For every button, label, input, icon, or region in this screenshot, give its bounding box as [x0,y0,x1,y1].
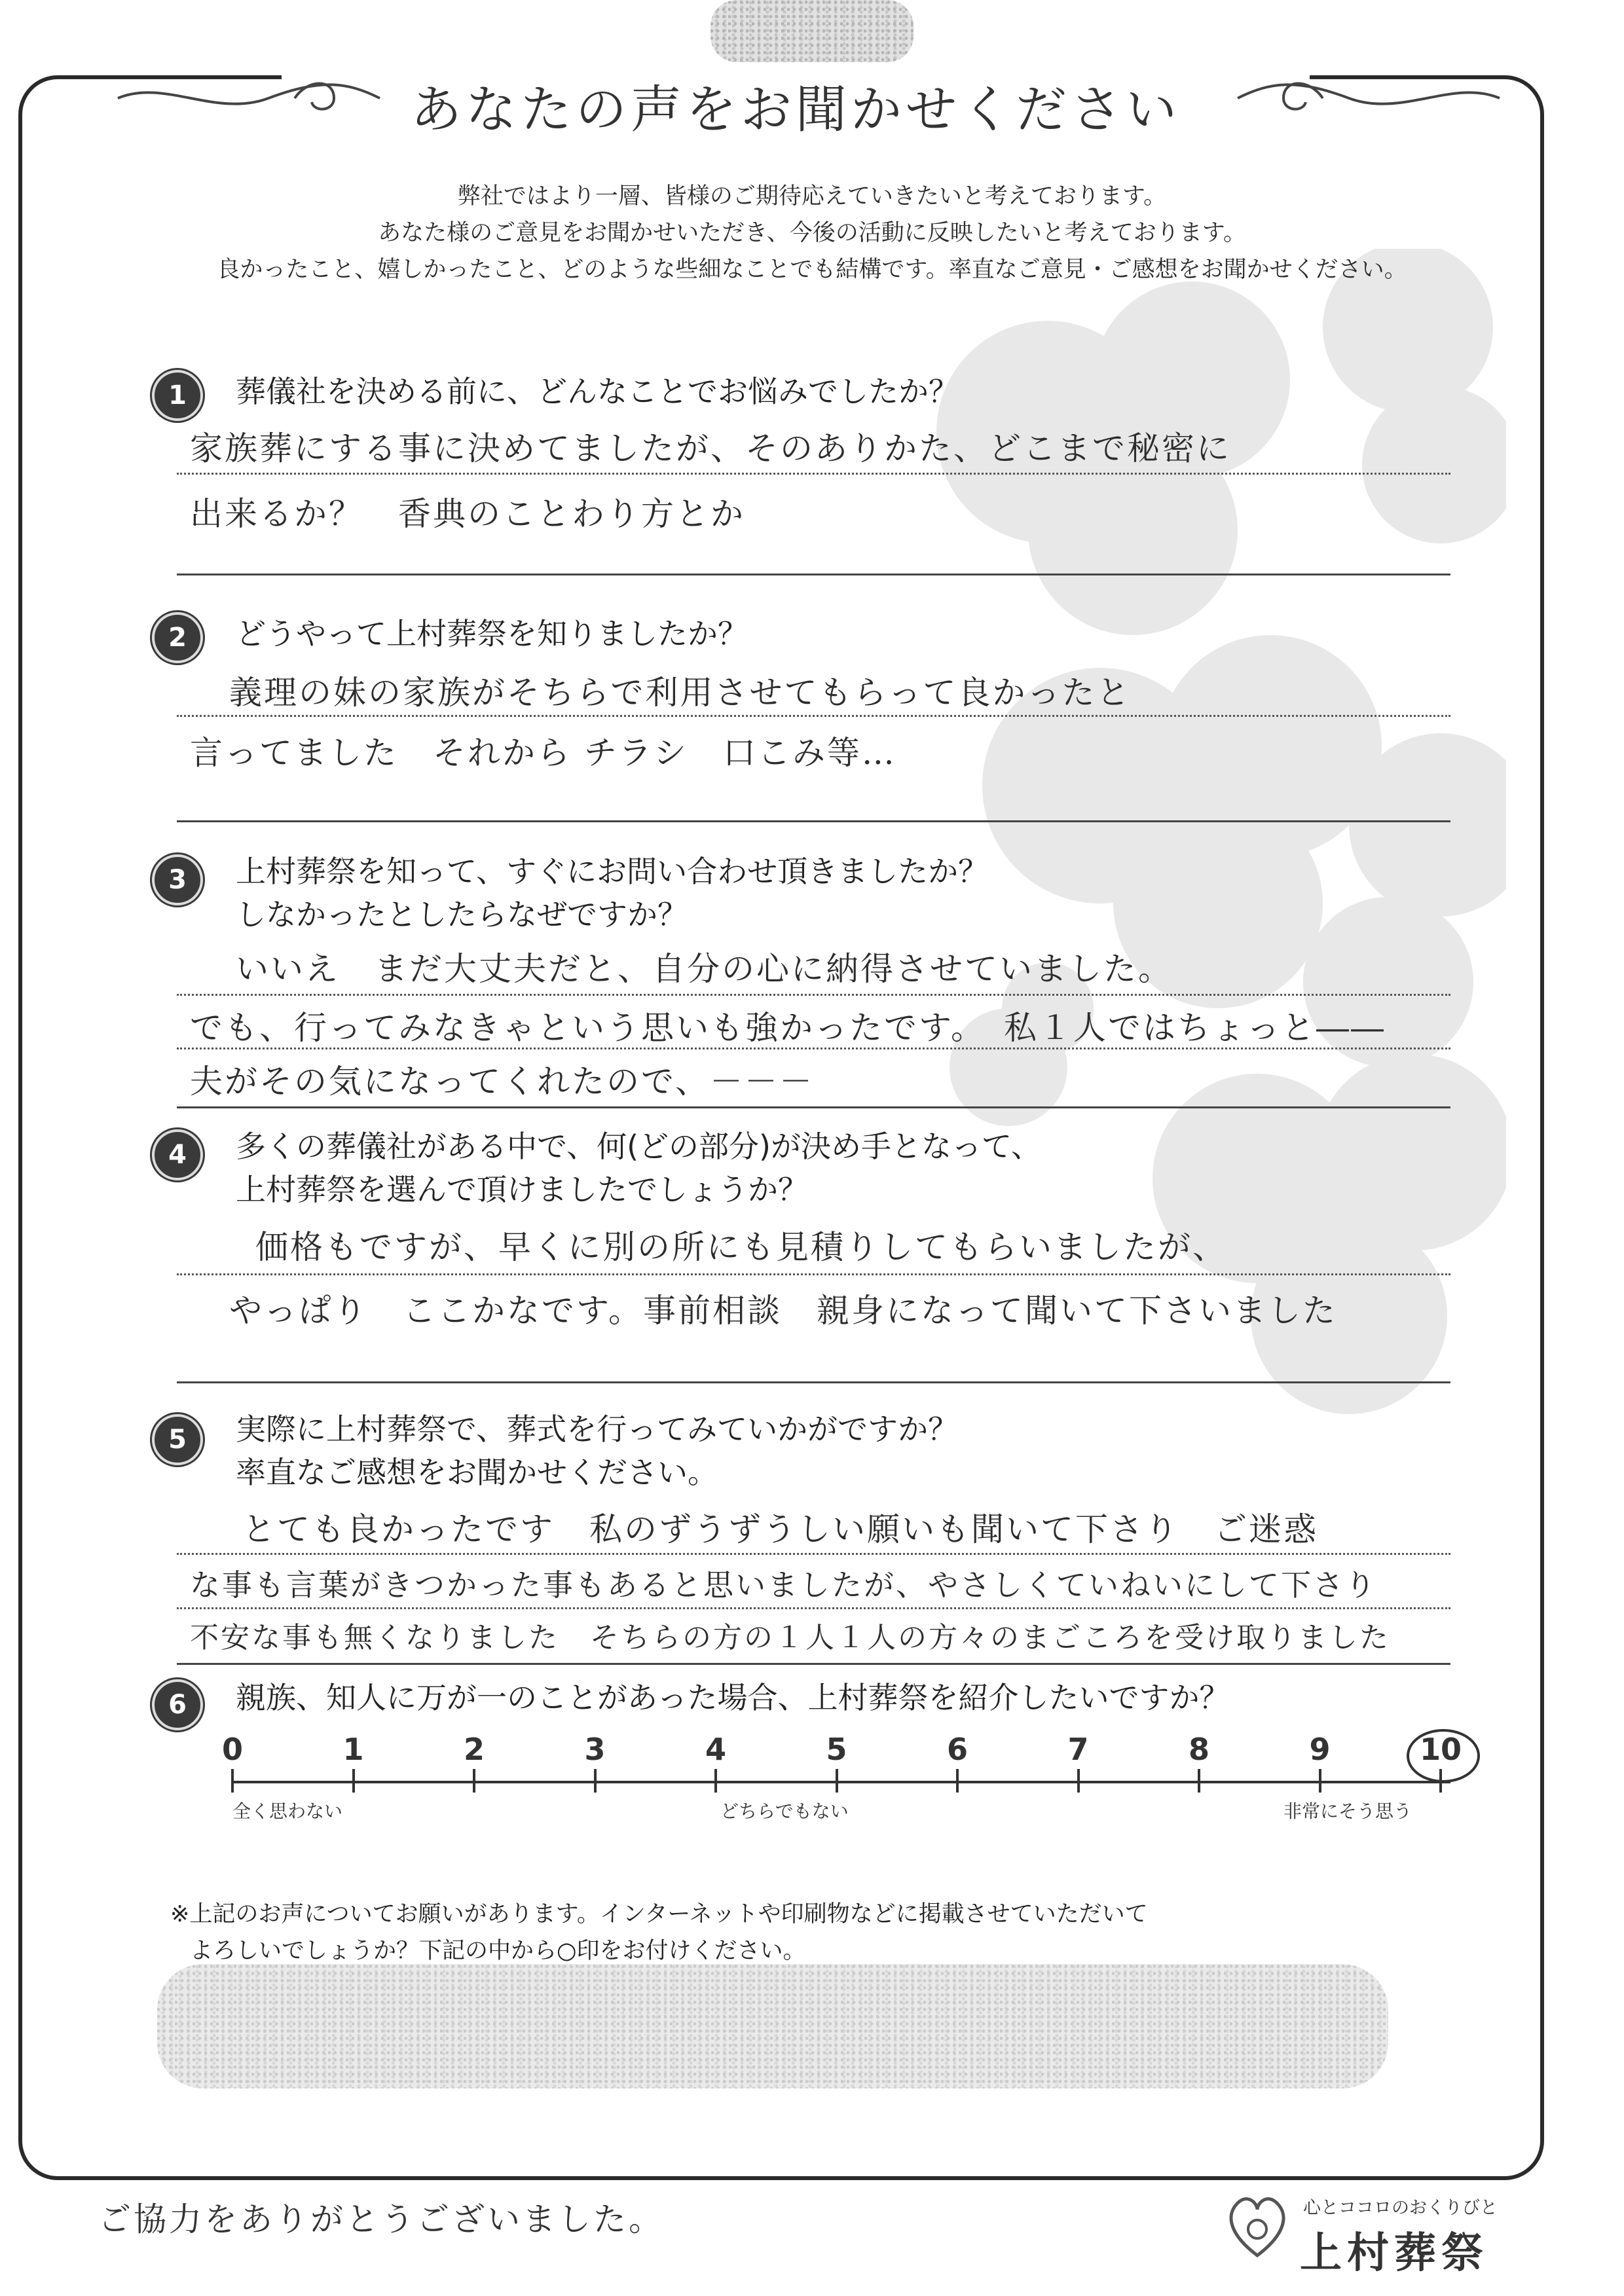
scale-option-10[interactable]: 10 [1419,1732,1462,1767]
decorative-texture-top [710,0,913,62]
scale-tick [1077,1769,1080,1793]
question-6-text: 親族、知人に万が一のことがあった場合、上村葬祭を紹介したいですか？ [236,1680,1230,1715]
answer-4-line-2[interactable]: やっぱり ここかなです。事前相談 親身になって聞いて下さいました [229,1292,1337,1330]
question-1-divider [177,574,1450,575]
note-line: ※上記のお声についてお願いがあります。インターネットや印刷物などに掲載させていただいて [170,1901,1148,1927]
intro-line: 良かったこと、嬉しかったこと、どのような些細なことでも結構です。率直なご意見・ご感想をお聞かせください。 [217,257,1407,283]
scale-tick [1198,1769,1200,1793]
question-3-divider [177,1106,1450,1108]
question-1-text: 葬儀社を決める前に、どんなことでお悩みでしたか？ [236,374,959,409]
note-line: よろしいでしょうか？下記の中から○印をお付けください。 [190,1938,806,1964]
question-2-number: 2 [152,612,203,663]
question-3-text-1: 上村葬祭を知って、すぐにお問い合わせ頂きましたか？ [236,854,989,889]
question-1-number: 1 [152,370,203,421]
logo-tagline: 心とココロのおくりびと [1303,2198,1498,2218]
scale-option-6[interactable]: 6 [946,1732,968,1767]
answer-2-rule [177,715,1450,717]
scale-option-3[interactable]: 3 [584,1732,606,1767]
scale-tick [956,1769,959,1793]
answer-3-line-3[interactable]: 夫がその気になってくれたので、－－－ [190,1063,814,1101]
answer-5-rule [177,1553,1450,1555]
heart-logo-icon [1225,2190,1290,2262]
scale-tick [231,1769,234,1793]
question-3-text-2: しなかったとしたらなぜですか？ [236,897,688,932]
question-4-divider [177,1381,1450,1383]
scale-label-low: 全く思わない [232,1800,343,1822]
question-4-text-2: 上村葬祭を選んで頂けましたでしょうか？ [236,1172,808,1207]
scale-option-8[interactable]: 8 [1188,1732,1209,1767]
question-5-number: 5 [152,1414,203,1465]
answer-1-line-2[interactable]: 出来るか？ 香典のことわり方とか [190,495,745,533]
answer-3-rule [177,1048,1450,1049]
question-4-text-1: 多くの葬儀社がある中で、何(どの部分)が決め手となって、 [236,1129,1042,1164]
intro-line: あなた様のご意見をお聞かせいただき、今後の活動に反映したいと考えております。 [378,220,1246,246]
scale-option-4[interactable]: 4 [705,1732,726,1767]
scale-option-7[interactable]: 7 [1067,1732,1089,1767]
page-title: あなたの声をお聞かせください [410,81,1181,139]
publication-note [170,1896,1148,1969]
answer-3-line-2[interactable]: でも、行ってみなきゃという思いも強かったです。 私１人ではちょっと―― [190,1009,1386,1047]
answer-3-line-1[interactable]: いいえ まだ大丈夫だと、自分の心に納得させていました。 [236,950,1173,988]
question-2-divider [177,820,1450,822]
answer-4-line-1[interactable]: 価格もですが、早くに別の所にも見積りしてもらいましたが、 [255,1228,1227,1266]
scale-option-2[interactable]: 2 [463,1732,485,1767]
thanks-message: ご協力をありがとうございました。 [98,2200,664,2238]
question-4-number: 4 [152,1129,203,1180]
rating-scale-line [232,1781,1450,1783]
scale-option-1[interactable]: 1 [342,1732,364,1767]
question-6-number: 6 [152,1679,203,1730]
intro-line: 弊社ではより一層、皆様のご期待応えていきたいと考えております。 [457,183,1167,210]
scale-tick [352,1769,355,1793]
answer-3-rule [177,994,1450,996]
scale-option-9[interactable]: 9 [1309,1732,1331,1767]
scale-tick [1319,1769,1321,1793]
scale-tick [473,1769,475,1793]
answer-1-line-1[interactable]: 家族葬にする事に決めてましたが、そのありかた、どこまで秘密に [190,429,1231,467]
answer-5-line-3[interactable]: 不安な事も無くなりました そちらの方の１人１人の方々のまごころを受け取りました [190,1621,1390,1654]
scale-label-mid: どちらでもない [720,1800,849,1822]
question-5-text-1: 実際に上村葬祭で、葬式を行ってみていかがですか？ [236,1412,959,1447]
question-3-number: 3 [152,854,203,905]
scale-option-0[interactable]: 0 [221,1732,243,1767]
scale-tick [594,1769,597,1793]
company-logo: 上村葬祭 [1300,2229,1488,2278]
scale-tick [836,1769,838,1793]
answer-2-line-2[interactable]: 言ってました それから チラシ 口こみ等… [190,734,896,772]
question-5-text-2: 率直なご感想をお聞かせください。 [236,1455,718,1490]
selected-rating-circle [1407,1729,1480,1783]
scale-label-high: 非常にそう思う [1283,1800,1412,1822]
answer-1-rule [177,473,1450,475]
answer-4-rule [177,1273,1450,1275]
scale-tick [714,1769,717,1793]
question-2-text: どうやって上村葬祭を知りましたか？ [236,616,748,651]
answer-5-line-2[interactable]: な事も言葉がきつかった事もあると思いましたが、やさしくていねいにして下さり [190,1567,1377,1603]
intro-text [72,178,1552,288]
answer-2-line-1[interactable]: 義理の妹の家族がそちらで利用させてもらって良かったと [229,674,1132,712]
scale-option-5[interactable]: 5 [826,1732,847,1767]
answer-5-line-1[interactable]: とても良かったです 私のずうずうしい願いも聞いて下さり ご迷惑 [242,1510,1318,1548]
answer-5-rule [177,1607,1450,1609]
question-5-divider [177,1663,1450,1665]
